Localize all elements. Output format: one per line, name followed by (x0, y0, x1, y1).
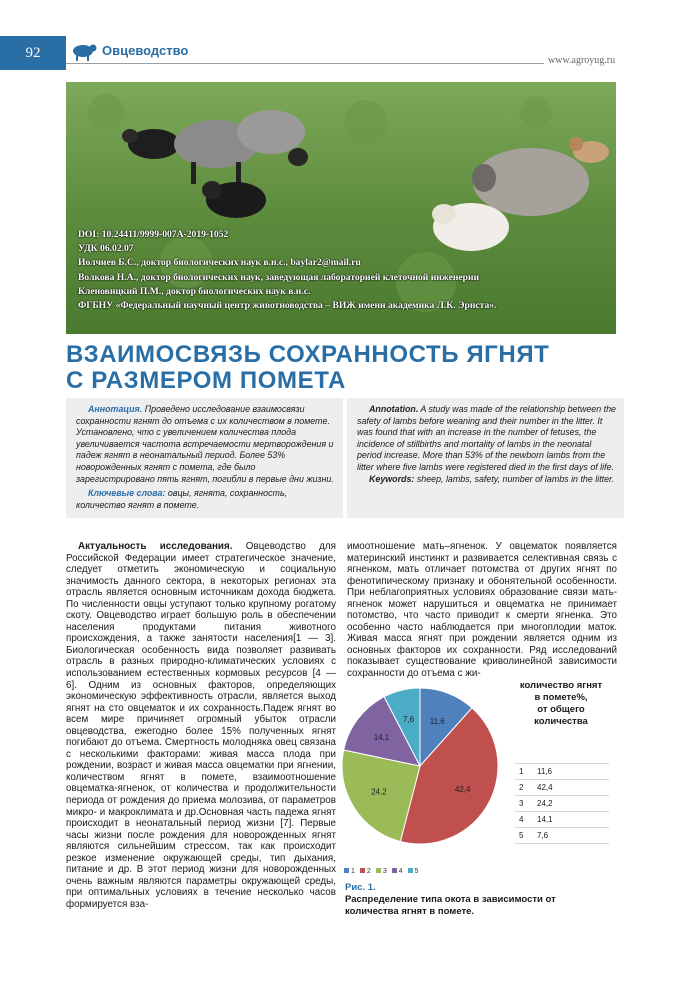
table-row: 2 42,4 (515, 780, 609, 796)
legend-item-1: 1 (344, 868, 355, 875)
table-header-line-4: количества (534, 716, 588, 727)
author-3: Кленовицкий П.М., доктор биологических наук в.н.с. (78, 285, 311, 297)
pie-label-1: 11,6 (429, 716, 445, 726)
legend-swatch-1 (344, 868, 349, 873)
legend-item-3: 3 (376, 868, 387, 875)
data-table (515, 763, 609, 844)
figure-number: Рис. 1. (345, 882, 376, 893)
article-title (66, 342, 549, 394)
pie-label-2: 42,4 (454, 784, 471, 794)
pie-chart (340, 663, 500, 869)
pie-label-4: 14,1 (373, 732, 390, 742)
table-row: 3 24,2 (515, 796, 609, 812)
keywords-ru-text: овцы, ягнята, сохранность, количество ягнят в помете. (76, 488, 288, 510)
table-row: 4 14,1 (515, 812, 609, 828)
legend-item-4: 4 (392, 868, 403, 875)
affiliation: ФГБНУ «Федеральный научный центр животноводства – ВИЖ имени академика Л.К. Эрнста». (78, 300, 497, 312)
figure-caption (345, 882, 575, 918)
abstract-ru-text: Проведено исследование взаимосвязи сохранности ягнят до отъема с их количеством в помете. Установлено, что с увеличением количества плода увеличивается частота встречаемости мертворождения и падеж ягнят в неонатальный период. Более 53% новорожденных ягнят с помета, где было зарегистрировано пять ягнят, погибли в первые дни жизни. (76, 404, 334, 484)
table-row: 5 7,6 (515, 828, 609, 844)
author-2: Волкова Н.А., доктор биологических наук, заведующая лабораторией клеточной инженерии (78, 271, 480, 283)
pie-label-5: 7,6 (402, 715, 415, 725)
abstract-en (347, 398, 624, 518)
legend-swatch-5 (408, 868, 413, 873)
figure-caption-text: Распределение типа окота в зависимости от количества ягнят в помете. (345, 894, 556, 917)
keywords-en-label: Keywords: (369, 473, 415, 484)
sheep-icon (70, 42, 98, 62)
right-text: имоотношение мать–ягненок. У овцематок появляется материнский инстинкт и развивается селективная связь с ягненком, мать отличает потомства от других ягнят по фенотипическому признаку и обонятельной особенности. При неблагоприятных условиях образование связи мать-ягненок может нарушиться и овцематка не принимает потомство, что часто приводит к смерти ягненка. Это особенно часто наблюдается при многоплодии маток. Живая масса ягнят при рождении является одним из основных факторов их сохранности. Ряд исследований показывает существование криволинейной зависимости сохранности до отъема с жи- (347, 541, 617, 680)
section-title: Овцеводство (102, 43, 189, 58)
body-left-column (66, 541, 336, 911)
keywords-en-text: sheep, lambs, safety, number of lambs in the litter. (414, 473, 615, 484)
legend-item-5: 5 (408, 868, 419, 875)
body-right-column (347, 541, 617, 680)
abstract-ru (66, 398, 343, 518)
legend-item-2: 2 (360, 868, 371, 875)
table-header-line-2: в помете%, (534, 692, 588, 703)
relevance-text: Овцеводство для Российской Федерации имеет стратегическое значение, следует отметить экономическую и социальную значимость данного сектора, в некоторых регионах эта отрасль является основным источникам дохода бюджета. По численности овцы уступают только крупному рогатому скоту. Овцеводство играет большую роль в обеспечении населения продуктами питания животного происхождения, а также занятости населения[1 — 3]. Биологическая особенность вида позволяет развивать отрасль в разных природно-климатических условиях с использованием естественных кормовых ресурсов [4 — 6]. Одним из основных факторов, определяющих экономическую эффективность отрасли, является выход ягнят на сто овцематок и их сохранность.Падеж ягнят во всем мире причиняет огромный убыток отрасли овцеводства, ежегодно более 15% полученных ягнят погибают до отъема. Смертность молодняка овец связана с несколькими факторами: живая масса плода при рождении, возраст и живая масса овцематки при ягнении, количеством ягнят в помете, взаимоотношение овцематка-ягненок, от количества и продолжительности периода от рождения до приема молозива, от параметров микро- и макроклимата и др.Основная часть падежа ягнят происходит в неонатальный период жизни [7]. Первые часы жизни после рождения для новорожденных ягнят являются сильнейшим стрессом, так как происходит резкое изменение окружающей среды, тип дыхания, питание и др. В этот период жизни для новорожденных очень важным являются параметры окружающей среды, при оптимальных условиях в течение несколько часов формируется вза- (66, 541, 336, 910)
page-number: 92 (0, 36, 66, 70)
udk: УДК 06.02.07 (78, 243, 134, 255)
header-rule (66, 63, 544, 64)
pie-label-3: 24,2 (371, 787, 387, 797)
chart-legend (344, 868, 424, 875)
abstract-ru-label: Аннотация. (88, 404, 143, 414)
table-row: 1 11,6 (515, 764, 609, 780)
relevance-heading: Актуальность исследования. (78, 541, 233, 552)
legend-swatch-2 (360, 868, 365, 873)
legend-swatch-4 (392, 868, 397, 873)
abstract-en-label: Annotation. (369, 404, 419, 414)
table-header-line-3: от общего (537, 704, 585, 715)
table-header (512, 680, 610, 728)
abstract-en-text: A study was made of the relationship between the safety of lambs before weaning and their number in the litter. It was found that with an increase in the number of fetuses, the incidence of stillbirths and mortality of lambs in the neonatal period increase. More than 53% of the newborn lambs from the litter where five lambs were registered died in the first days of life. (357, 404, 616, 472)
website-url: www.agroyug.ru (548, 55, 616, 66)
keywords-ru-label: Ключевые слова: (88, 488, 166, 499)
author-1: Иолчиев Б.С., доктор биологических наук в.н.с., baylar2@mail.ru (78, 257, 361, 269)
title-line-2: С РАЗМЕРОМ ПОМЕТА (66, 367, 346, 394)
table-header-line-1: количество ягнят (519, 680, 603, 691)
title-line-1: ВЗАИМОСВЯЗЬ СОХРАННОСТЬ ЯГНЯТ (66, 341, 550, 368)
doi: DOI: 10.24411/9999-007A-2019-1052 (78, 229, 229, 240)
legend-swatch-3 (376, 868, 381, 873)
article-meta (78, 228, 613, 313)
